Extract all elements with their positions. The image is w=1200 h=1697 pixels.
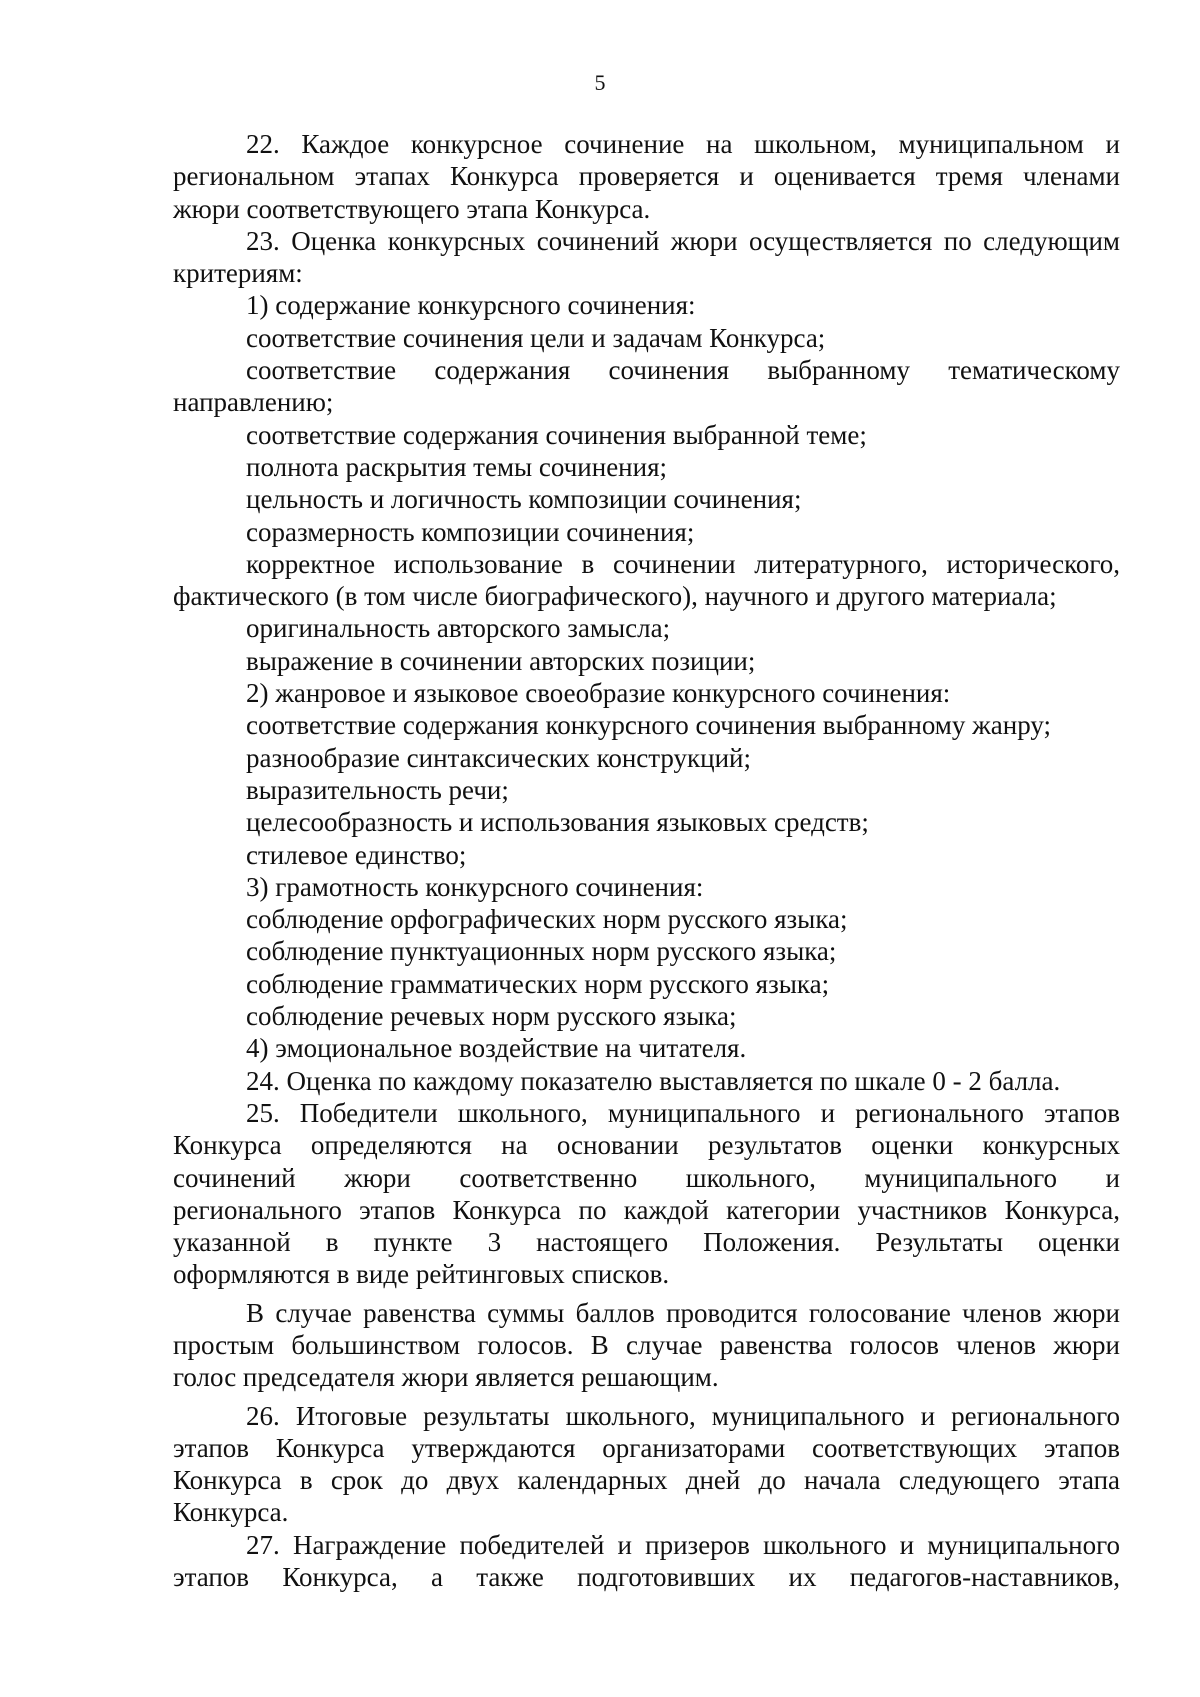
paragraph-line: указанной в пункте 3 настоящего Положения. Результаты оценки [173,1227,1120,1258]
criteria-item: соответствие сочинения цели и задачам Конкурса; [246,322,826,353]
paragraph-27 [173,1529,1120,1594]
criteria-item: соответствие содержания сочинения выбранному тематическому [246,355,1120,386]
paragraph-25 [173,1097,1120,1291]
criteria-item: соответствие содержания сочинения выбранной теме; [246,419,867,450]
criteria-heading: 1) содержание конкурсного сочинения: [246,290,696,321]
criteria-heading: 2) жанровое и языковое своеобразие конкурсного сочинения: [246,678,951,709]
paragraph-line: Конкурса. [173,1497,289,1528]
criteria-item: соблюдение орфографических норм русского языка; [246,904,848,935]
criteria-item: соразмерность композиции сочинения; [246,516,695,547]
page-number: 5 [594,70,606,95]
paragraph-25-continued [173,1297,1120,1394]
paragraph-line: сочинений жюри соответственно школьного, муниципального и [173,1162,1120,1193]
criteria-item: полнота раскрытия темы сочинения; [246,451,667,482]
criteria-heading: 4) эмоциональное воздействие на читателя. [246,1033,747,1064]
paragraph-line: В случае равенства суммы баллов проводится голосование членов жюри [246,1297,1120,1328]
paragraph-line: оформляются в виде рейтинговых списков. [173,1259,670,1290]
criteria-item: соблюдение речевых норм русского языка; [246,1001,737,1032]
paragraph-24 [173,1065,1120,1097]
paragraph-line: Конкурса в срок до двух календарных дней до начала следующего этапа [173,1465,1120,1496]
criteria-item: соблюдение пунктуационных норм русского языка; [246,936,837,967]
criteria-item: фактического (в том числе биографического), научного и другого материала; [173,581,1057,612]
paragraph-line: 24. Оценка по каждому показателю выставляется по шкале 0 - 2 балла. [246,1065,1061,1096]
paragraph-line: 27. Награждение победителей и призеров школьного и муниципального [246,1529,1120,1560]
paragraph-line: этапов Конкурса утверждаются организаторами соответствующих этапов [173,1432,1120,1463]
paragraph-line: региональном этапах Конкурса проверяется и оценивается тремя членами [173,161,1120,192]
criteria-item: корректное использование в сочинении литературного, исторического, [246,548,1120,579]
criteria-list [173,289,1120,1064]
paragraph-line: регионального этапов Конкурса по каждой категории участников Конкурса, [173,1194,1120,1225]
paragraph-line: 26. Итоговые результаты школьного, муниципального и регионального [246,1400,1120,1431]
paragraph-line: этапов Конкурса, а также подготовивших их педагогов-наставников, [173,1562,1120,1593]
criteria-item: стилевое единство; [246,839,467,870]
criteria-heading: 3) грамотность конкурсного сочинения: [246,871,704,902]
criteria-item: цельность и логичность композиции сочинения; [246,484,802,515]
paragraph-line: голос председателя жюри является решающим. [173,1362,719,1393]
paragraph-line: критериям: [173,258,303,289]
criteria-item: выразительность речи; [246,774,509,805]
criteria-item: соответствие содержания конкурсного сочинения выбранному жанру; [246,710,1052,741]
paragraph-line: 23. Оценка конкурсных сочинений жюри осуществляется по следующим [246,225,1120,256]
paragraph-line: Конкурса определяются на основании результатов оценки конкурсных [173,1130,1120,1161]
document-body [173,128,1120,1593]
criteria-item: разнообразие синтаксических конструкций; [246,742,751,773]
paragraph-23 [173,225,1120,290]
criteria-item: соблюдение грамматических норм русского языка; [246,968,830,999]
criteria-item: оригинальность авторского замысла; [246,613,671,644]
paragraph-line: 22. Каждое конкурсное сочинение на школьном, муниципальном и [246,129,1120,159]
paragraph-line: жюри соответствующего этапа Конкурса. [173,193,651,224]
paragraph-22 [173,128,1120,225]
criteria-item: целесообразность и использования языковых средств; [246,807,869,838]
paragraph-26 [173,1400,1120,1529]
paragraph-line: простым большинством голосов. В случае равенства голосов членов жюри [173,1329,1120,1360]
criteria-item: выражение в сочинении авторских позиции; [246,645,756,676]
criteria-item: направлению; [173,387,334,418]
paragraph-line: 25. Победители школьного, муниципального и регионального этапов [246,1097,1120,1128]
